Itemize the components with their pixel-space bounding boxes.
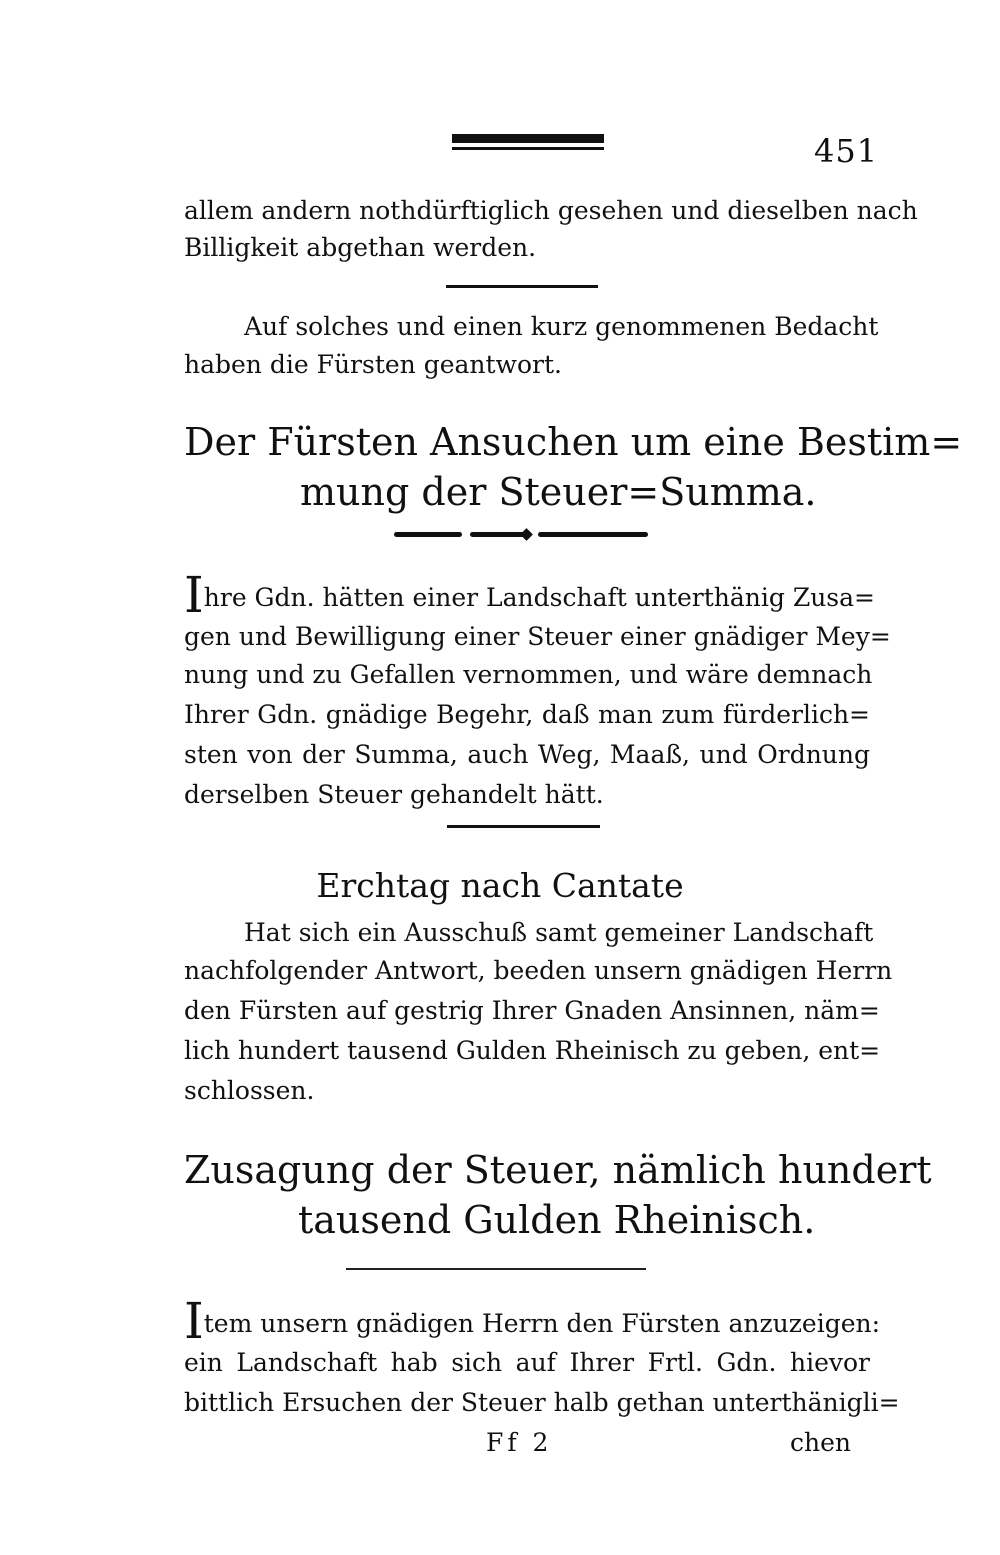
section-heading-line: Der Fürsten Ansuchen um eine Bestim= <box>184 420 963 464</box>
text-line: ein Landschaft hab sich auf Ihrer Frtl. Gdn. hievor <box>184 1348 870 1377</box>
section-divider <box>346 1268 646 1270</box>
text-line: bittlich Ersuchen der Steuer halb gethan unterthänigli= <box>184 1388 900 1417</box>
ornamental-divider <box>394 532 648 540</box>
section-divider <box>447 825 600 828</box>
text-line: Billigkeit abgethan werden. <box>184 233 537 262</box>
section-heading-line: mung der Steuer=Summa. <box>300 470 817 514</box>
signature-mark: Ff 2 <box>486 1428 553 1457</box>
text-line: haben die Fürsten geantwort. <box>184 350 562 379</box>
text-line: lich hundert tausend Gulden Rheinisch zu geben, ent= <box>184 1036 881 1065</box>
initial-letter: I <box>184 566 204 624</box>
text-line: allem andern nothdürftiglich gesehen und dieselben nach <box>184 196 918 225</box>
date-subheading: Erchtag nach Cantate <box>316 866 684 905</box>
text-line: Ihrer Gdn. gnädige Begehr, daß man zum fürderlich= <box>184 700 870 729</box>
section-divider <box>446 285 598 288</box>
initial-letter: I <box>184 1292 204 1350</box>
text-line: sten von der Summa, auch Weg, Maaß, und Ordnung <box>184 740 870 769</box>
text-line: nung und zu Gefallen vernommen, und wäre demnach <box>184 660 873 689</box>
text-line: gen und Bewilligung einer Steuer einer gnädiger Mey= <box>184 622 891 651</box>
catchword: chen <box>790 1428 851 1457</box>
text-line: Hat sich ein Ausschuß samt gemeiner Landschaft <box>244 918 874 947</box>
text-line: schlossen. <box>184 1076 315 1105</box>
header-rule <box>452 134 604 150</box>
page-number: 451 <box>814 132 879 170</box>
text-line: den Fürsten auf gestrig Ihrer Gnaden Ansinnen, näm= <box>184 996 880 1025</box>
section-heading-line: tausend Gulden Rheinisch. <box>298 1198 816 1242</box>
text-line: derselben Steuer gehandelt hätt. <box>184 780 604 809</box>
text-line: Auf solches und einen kurz genommenen Bedacht <box>244 312 879 341</box>
text-line: Item unsern gnädigen Herrn den Fürsten anzuzeigen: <box>184 1292 881 1350</box>
text-line: Ihre Gdn. hätten einer Landschaft unterthänig Zusa= <box>184 566 875 624</box>
section-heading-line: Zusagung der Steuer, nämlich hundert <box>184 1148 932 1192</box>
text-line: nachfolgender Antwort, beeden unsern gnädigen Herrn <box>184 956 893 985</box>
